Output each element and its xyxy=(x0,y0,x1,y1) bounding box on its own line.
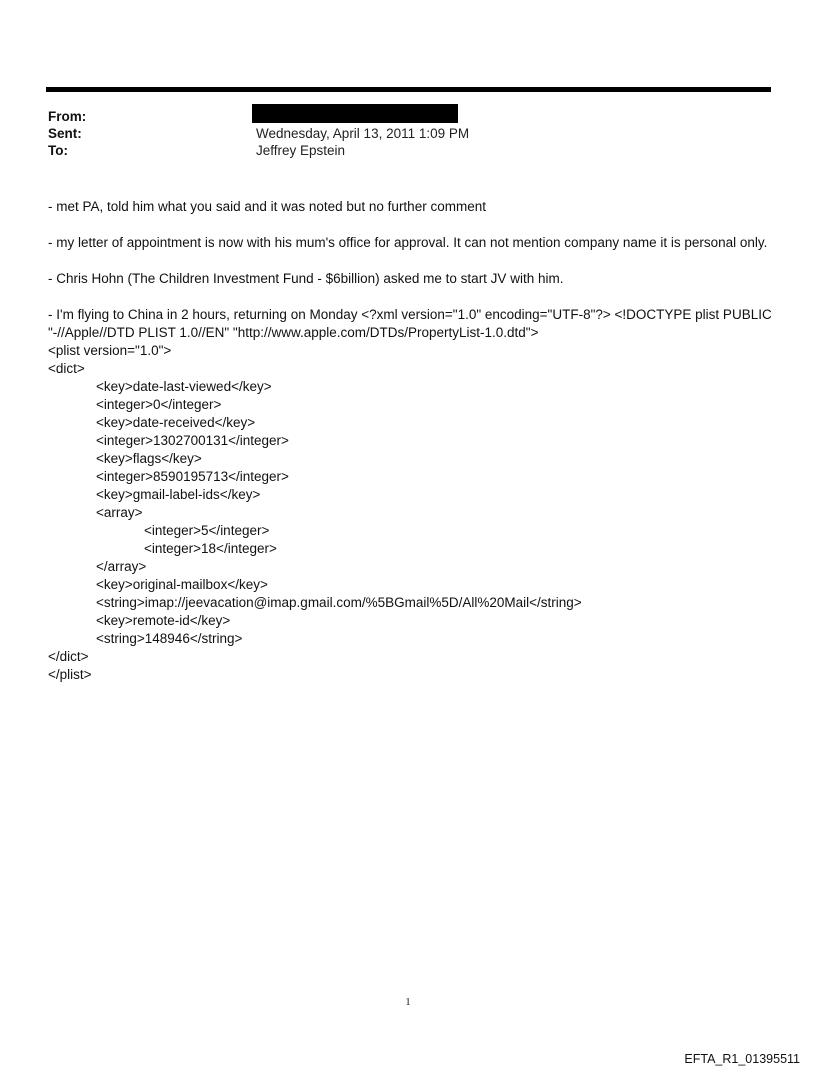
header-rule xyxy=(46,87,771,92)
plist-block xyxy=(48,306,772,684)
page-number: 1 xyxy=(405,996,411,1008)
sent-row xyxy=(48,125,748,142)
plist-line: <dict> xyxy=(48,361,85,376)
plist-line: <plist version="1.0"> xyxy=(48,343,172,358)
plist-line: "-//Apple//DTD PLIST 1.0//EN" "http://www.apple.com/DTDs/PropertyList-1.0.dtd"> xyxy=(48,325,539,340)
document-id: EFTA_R1_01395511 xyxy=(684,1052,800,1066)
body-paragraph: - met PA, told him what you said and it was noted but no further comment xyxy=(48,199,486,214)
sent-value: Wednesday, April 13, 2011 1:09 PM xyxy=(256,126,470,141)
plist-line: <string>148946</string> xyxy=(96,631,243,646)
to-label: To: xyxy=(48,143,68,158)
sent-label: Sent: xyxy=(48,126,82,141)
plist-line: - I'm flying to China in 2 hours, returning on Monday <?xml version="1.0" encoding="UTF-8"?> <!DOCTYPE plist PUBLIC xyxy=(48,307,772,322)
plist-line: </array> xyxy=(96,559,147,574)
plist-line: </plist> xyxy=(48,667,92,682)
plist-line: <key>date-received</key> xyxy=(96,415,256,430)
plist-line: <integer>18</integer> xyxy=(144,541,277,556)
email-body xyxy=(48,198,772,684)
plist-line: <integer>0</integer> xyxy=(96,397,222,412)
plist-line: <key>date-last-viewed</key> xyxy=(96,379,272,394)
plist-line: <integer>1302700131</integer> xyxy=(96,433,289,448)
plist-line: <string>imap://jeevacation@imap.gmail.com/%5BGmail%5D/All%20Mail</string> xyxy=(96,595,582,610)
body-paragraph: - Chris Hohn (The Children Investment Fund - $6billion) asked me to start JV with him. xyxy=(48,271,564,286)
redaction-block xyxy=(252,104,458,123)
to-row xyxy=(48,142,748,159)
from-label: From: xyxy=(48,109,87,124)
to-value: Jeffrey Epstein xyxy=(256,143,346,158)
from-row xyxy=(48,108,748,125)
plist-line: <integer>8590195713</integer> xyxy=(96,469,289,484)
plist-line: <key>original-mailbox</key> xyxy=(96,577,268,592)
plist-line: <integer>5</integer> xyxy=(144,523,270,538)
plist-line: <key>remote-id</key> xyxy=(96,613,231,628)
plist-line: <key>gmail-label-ids</key> xyxy=(96,487,261,502)
plist-line: <key>flags</key> xyxy=(96,451,202,466)
plist-line: </dict> xyxy=(48,649,89,664)
plist-line: <array> xyxy=(96,505,143,520)
email-header xyxy=(48,108,748,159)
body-paragraph: - my letter of appointment is now with his mum's office for approval. It can not mention company name it is personal only. xyxy=(48,235,768,250)
